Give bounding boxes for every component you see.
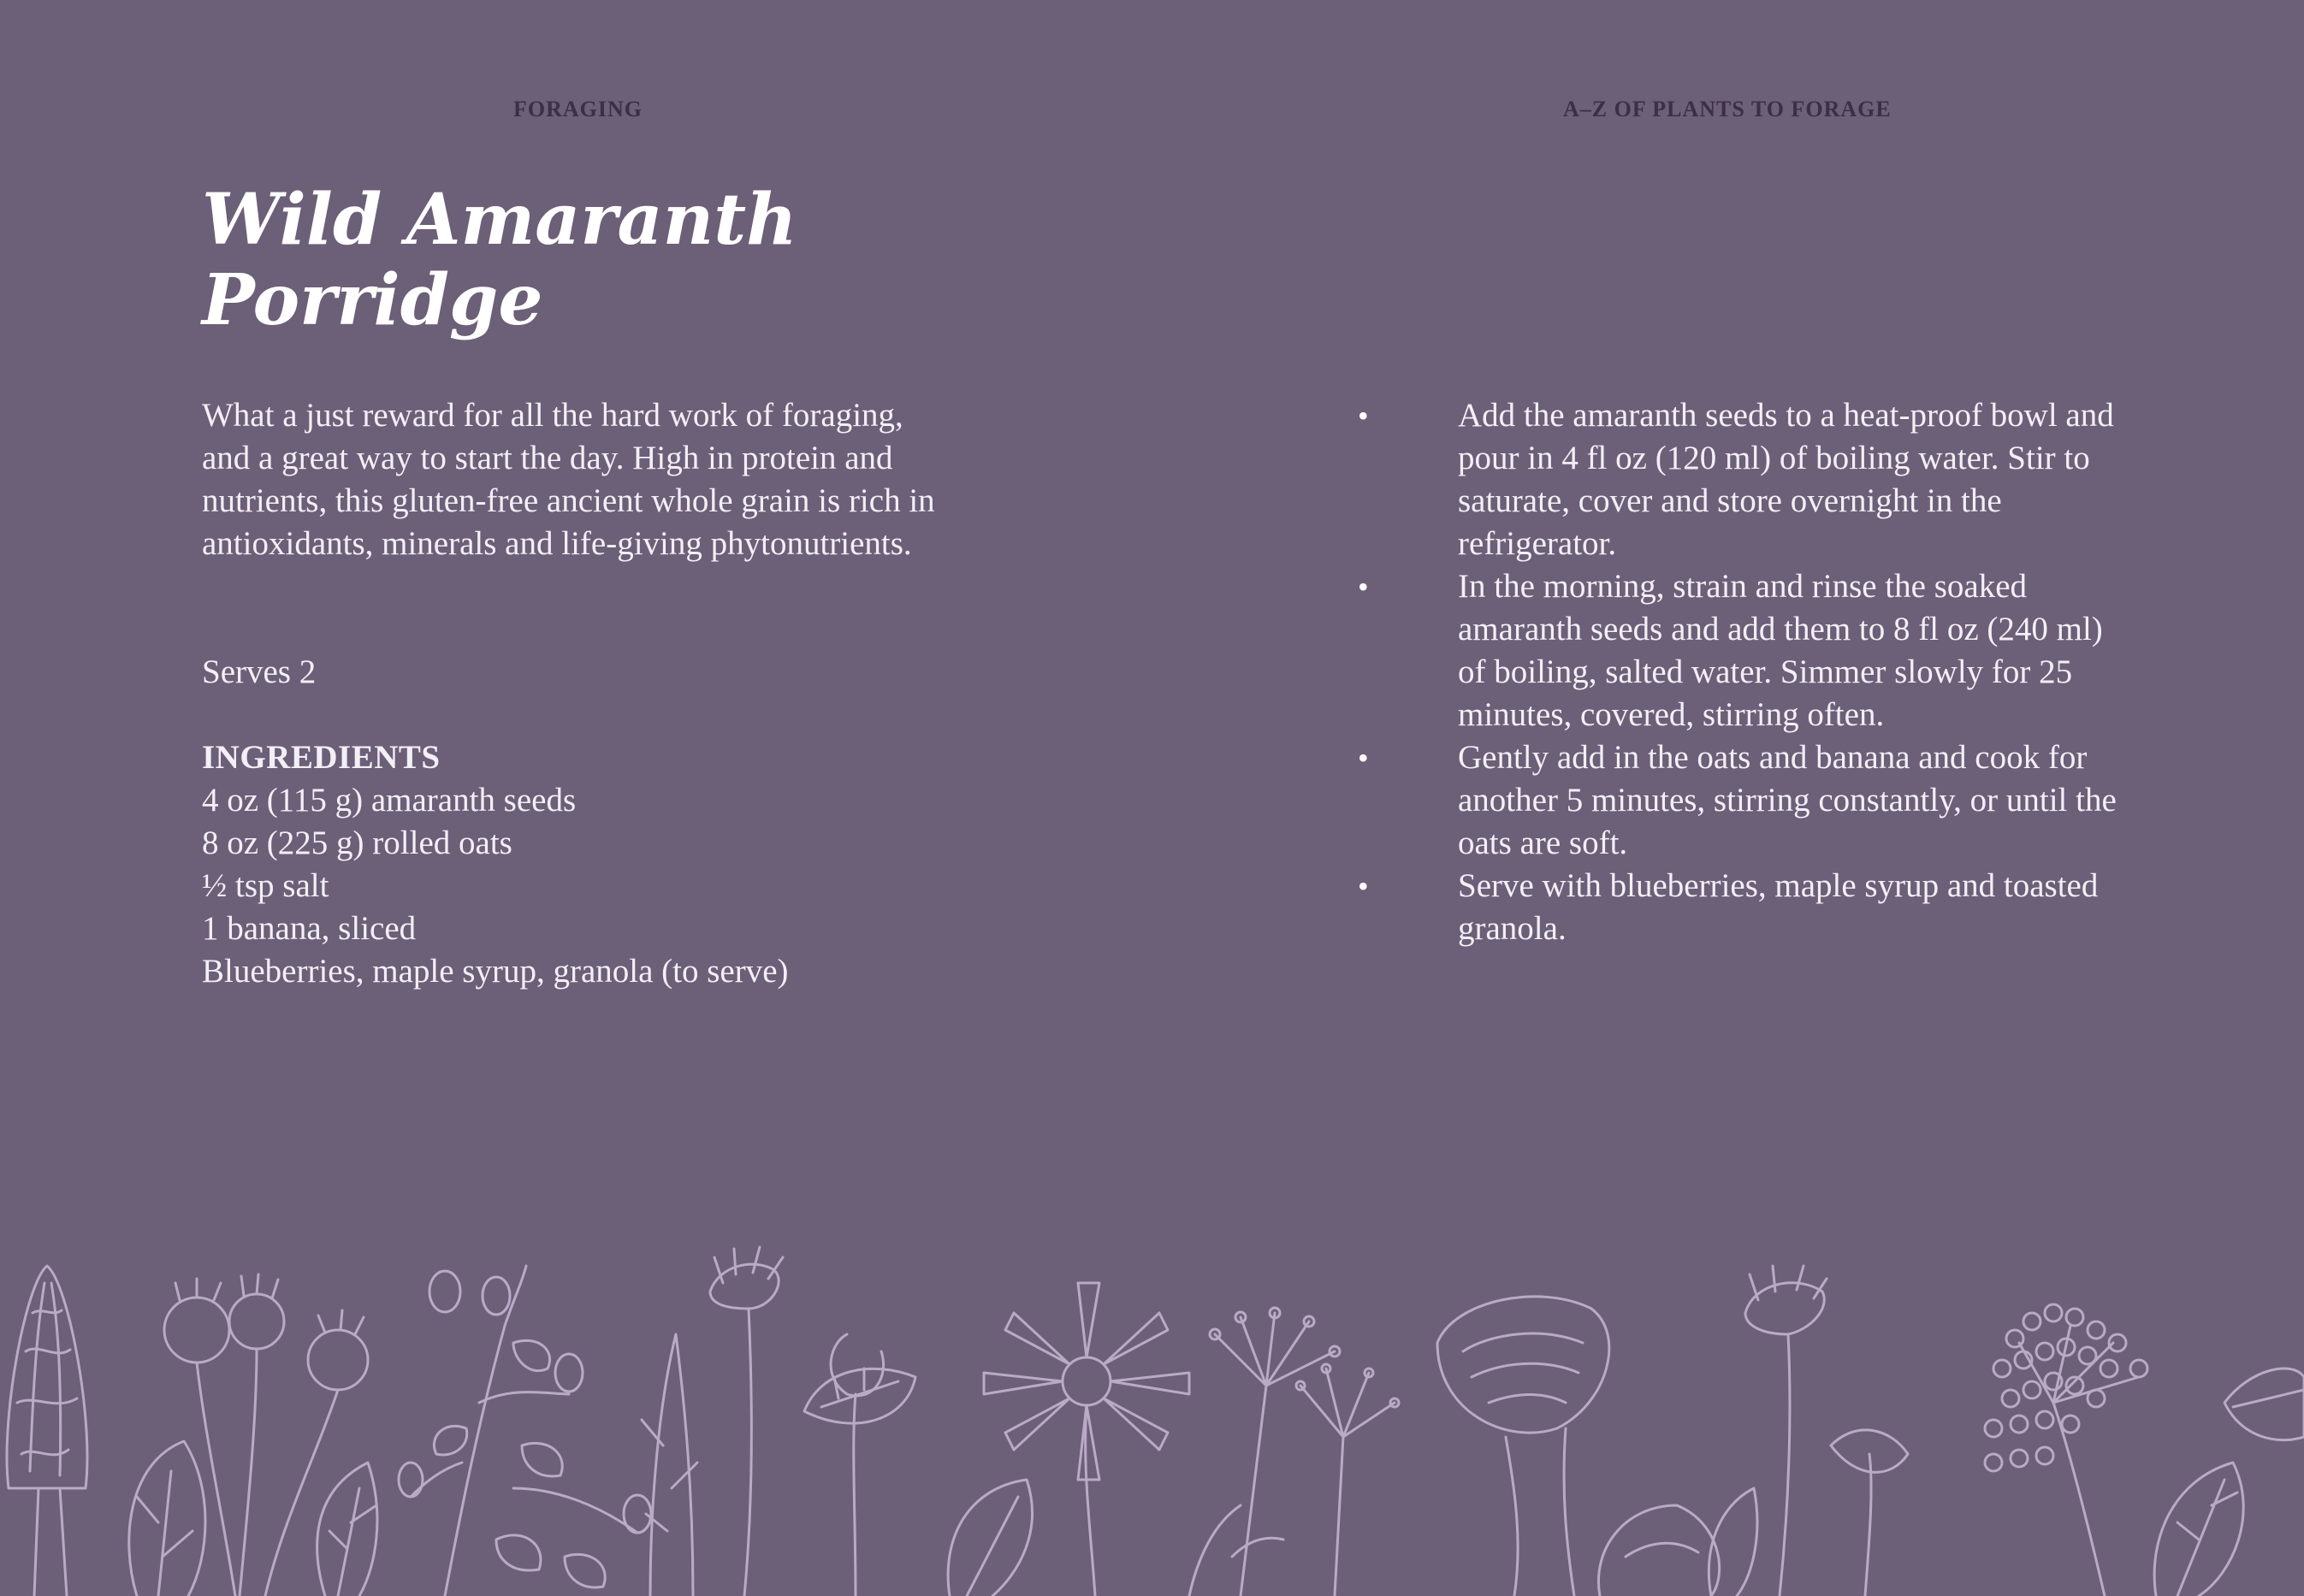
dandelion-icon [642, 1247, 915, 1596]
method-step-text: Serve with blueberries, maple syrup and toasted granola. [1458, 867, 2099, 947]
ingredient-item: ½ tsp salt [202, 867, 329, 904]
recipe-title-line-1: Wild Amaranth [202, 179, 797, 261]
recipe-intro: What a just reward for all the hard work of foraging, and a great way to start the day. High in protein and nutrients, this gluten-free ancient whole grain is rich in antioxidants, minerals and life-giving phytonutrients. [202, 397, 935, 562]
daisy-icon [948, 1283, 1189, 1596]
bullet-icon: • [1358, 741, 1369, 775]
method-step-text: In the morning, strain and rinse the soaked amaranth seeds and add them to 8 fl oz (240 ml) of boiling, salted water. Simmer slowly for 25 minutes, covered, stirring often. [1458, 568, 2103, 733]
ingredients-section [202, 736, 972, 993]
ingredient-item: 1 banana, sliced [202, 910, 417, 947]
bullet-icon: • [1358, 399, 1369, 433]
umbel-icon [1189, 1308, 1399, 1596]
bullet-icon: • [1358, 869, 1369, 903]
method-step-text: Gently add in the oats and banana and cook for another 5 minutes, stirring constantly, or until the oats are soft. [1458, 739, 2117, 861]
running-head-left: FORAGING [513, 97, 643, 121]
thistle-icon [129, 1274, 377, 1596]
method-step [1358, 565, 2128, 736]
mushroom-icon [1437, 1297, 1720, 1596]
bullet-icon: • [1358, 570, 1369, 604]
method-list [1358, 394, 2128, 950]
morel-icon [7, 1266, 87, 1596]
running-head-right: A–Z OF PLANTS TO FORAGE [1563, 97, 1892, 121]
ingredient-item: Blueberries, maple syrup, granola (to serve) [202, 953, 789, 990]
ingredients-heading: INGREDIENTS [202, 739, 441, 776]
method-step [1358, 736, 2128, 865]
method-step-text: Add the amaranth seeds to a heat-proof bowl and pour in 4 fl oz (120 ml) of boiling water. Stir to saturate, cover and store overnight in the refrigerator. [1458, 397, 2114, 562]
botanical-border-icon [0, 1232, 2304, 1596]
ingredient-item: 4 oz (115 g) amaranth seeds [202, 782, 577, 819]
recipe-title [202, 180, 1057, 340]
recipe-title-line-2: Porridge [202, 259, 543, 341]
method-step [1358, 394, 2128, 565]
serves-count: Serves 2 [202, 653, 317, 690]
ingredient-item: 8 oz (225 g) rolled oats [202, 825, 512, 861]
cornflower-icon [1709, 1266, 1908, 1596]
method-step [1358, 865, 2128, 950]
rosehip-icon [399, 1266, 651, 1596]
elderberry-icon [1985, 1304, 2304, 1596]
ingredient-list [202, 779, 972, 993]
